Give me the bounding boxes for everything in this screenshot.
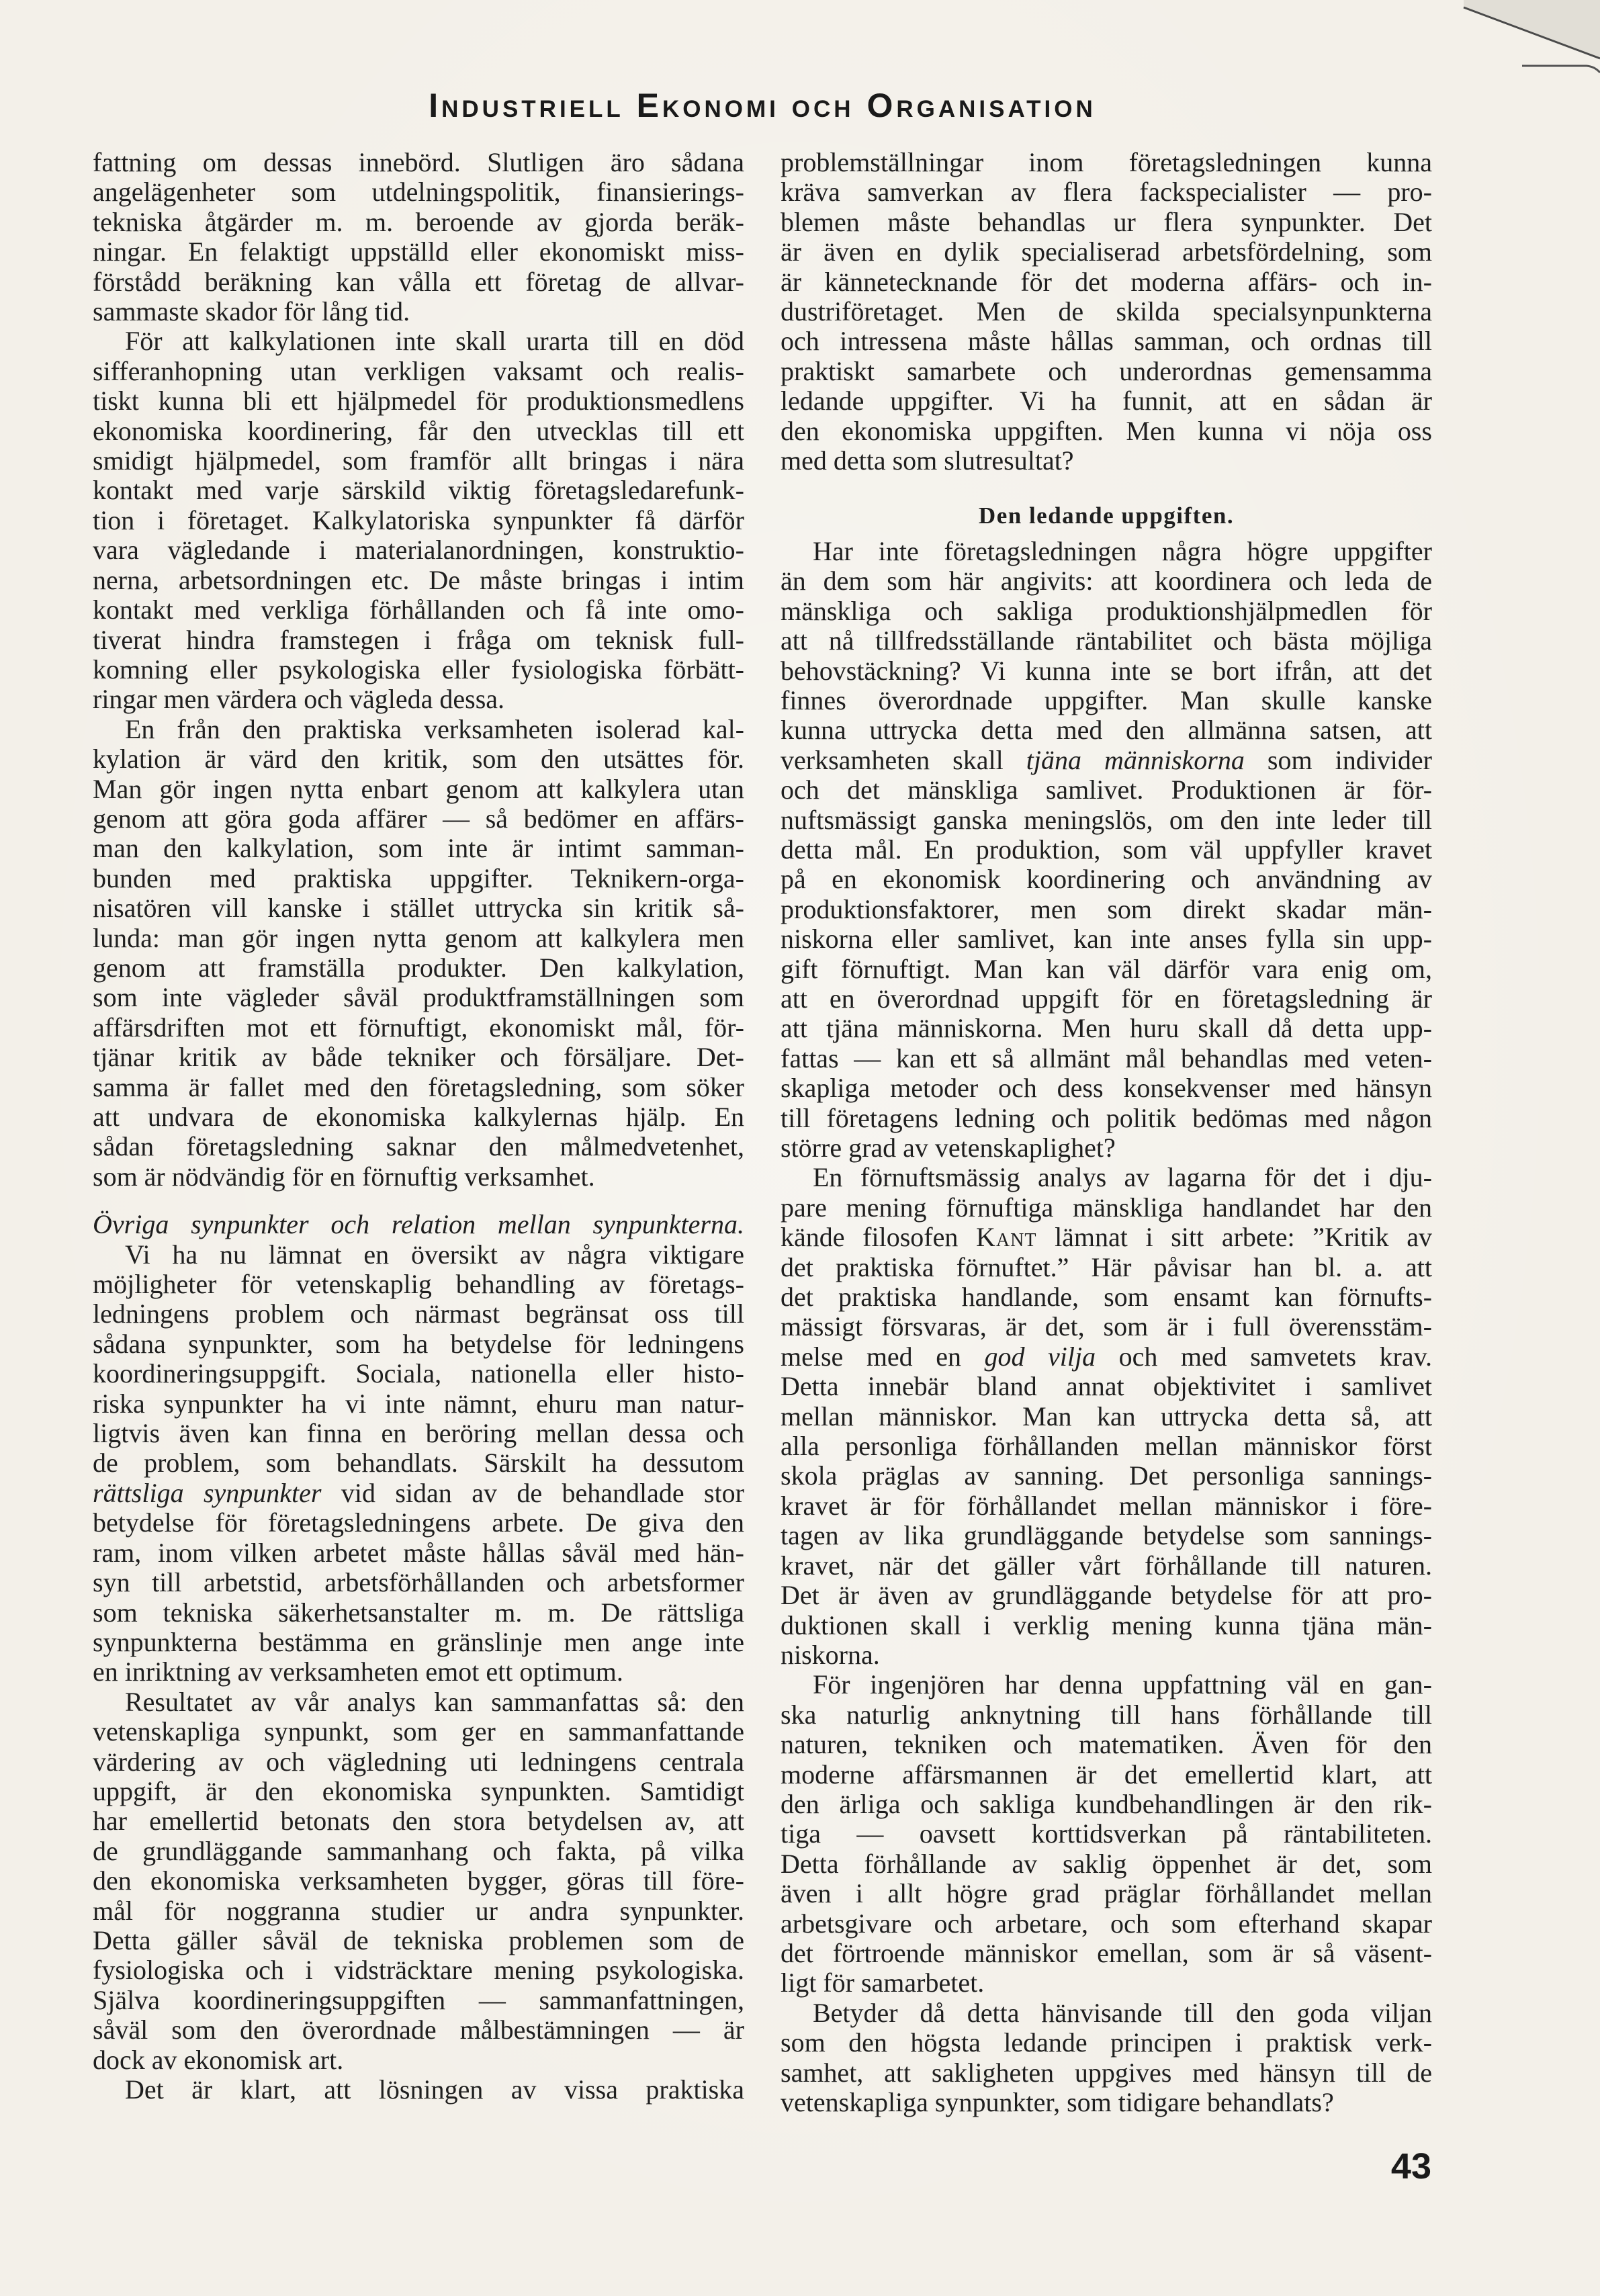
- text-line: ringar men värdera och vägleda dessa.: [93, 684, 505, 715]
- corner-fold-crease: [1522, 66, 1600, 73]
- text-line: blemen måste behandlas ur flera synpunkter. Det: [781, 206, 1432, 237]
- text-line: att tjäna människorna. Men huru skall då detta upp-: [781, 1013, 1432, 1044]
- text-line: [93, 1478, 744, 1508]
- text-line: nuftsmässigt ganska meningslös, om den inte leder till: [781, 804, 1432, 835]
- text-line: genom att framställa produkter. Den kalkylation,: [93, 952, 744, 983]
- text-line: tiverat hindra framstegen i fråga om teknisk full-: [93, 624, 744, 655]
- text-line: smidigt hjälpmedel, som framför allt bringas i nära: [93, 445, 744, 476]
- text-line: fattas — kan ett så allmänt mål behandlas med veten-: [781, 1043, 1432, 1073]
- text-line: det praktiska förnuftet.” Här påvisar han bl. a. att: [781, 1251, 1432, 1282]
- text-run: kände filosofen: [781, 1222, 976, 1253]
- text-line: koordineringsuppgift. Sociala, nationella eller histo-: [93, 1358, 744, 1389]
- text-line: En förnuftsmässig analys av lagarna för det i dju-: [813, 1162, 1432, 1193]
- text-line: ledningens problem och närmast begränsat oss till: [93, 1298, 744, 1329]
- text-line: gift förnuftigt. Man kan väl därför vara enig om,: [781, 953, 1432, 984]
- text-line: [781, 746, 1432, 775]
- paragraph: [93, 1240, 744, 1687]
- text-line: fattning om dessas innebörd. Slutligen äro sådana: [93, 147, 744, 177]
- italic-phrase: tjäna människorna: [1026, 744, 1245, 775]
- text-line: ligt för samarbetet.: [781, 1968, 985, 1998]
- text-line: ram, inom vilken arbetet måste hållas såväl med hän-: [93, 1537, 744, 1568]
- text-line: pare mening förnuftiga mänskliga handlandet har den: [781, 1192, 1432, 1223]
- text-line: arbetsgivare och arbetare, och som efterhand skapar: [781, 1908, 1432, 1939]
- text-line: kunna uttrycka detta med den allmänna satsen, att: [781, 715, 1432, 746]
- text-line: det förtroende människor emellan, som är så väsent-: [781, 1937, 1432, 1968]
- text-line: mellan människor. Man kan uttrycka detta så, att: [781, 1401, 1432, 1431]
- text-line: Detta gäller såväl de tekniska problemen som de: [93, 1925, 744, 1955]
- text-run: melse med en: [781, 1341, 985, 1372]
- text-line: Själva koordineringsuppgiften — sammanfattningen,: [93, 1984, 744, 2015]
- text-line: [781, 1223, 1432, 1252]
- text-line: produktionsfaktorer, men som direkt skadar män-: [781, 893, 1432, 924]
- text-line: kräva samverkan av flera fackspecialister — pro-: [781, 177, 1432, 208]
- text-line: nisatören vill kanske i stället uttrycka sin kritik så-: [93, 893, 744, 924]
- text-line: Har inte företagsledningen några högre uppgifter: [813, 535, 1432, 566]
- text-line: Det är klart, att lösningen av vissa praktiska: [125, 2074, 744, 2105]
- text-run: som individer: [1244, 744, 1432, 775]
- text-line: uppgift, är den ekonomiska synpunkten. Samtidigt: [93, 1775, 744, 1806]
- text-line: är även en dylik specialiserad arbetsfördelning, som: [781, 236, 1432, 267]
- paragraph: [781, 537, 1432, 1163]
- text-line: förstådd beräkning kan vålla ett företag de allvar-: [93, 266, 744, 297]
- text-line: synpunkterna bestämma en gränslinje men ange inte: [93, 1626, 744, 1657]
- text-line: tagen av lika grundläggande betydelse som sannings-: [781, 1520, 1432, 1551]
- text-line: möjligheter för vetenskaplig behandling av företags-: [93, 1269, 744, 1300]
- text-line: att en överordnad uppgift för en företagsledning är: [781, 983, 1432, 1014]
- text-line: problemställningar inom företagsledningen kunna: [781, 147, 1432, 177]
- paragraph: [781, 1998, 1432, 2118]
- text-line: angelägenheter som utdelningspolitik, finansierings-: [93, 177, 744, 208]
- text-line: vara vägledande i materialanordningen, konstruktio-: [93, 535, 744, 566]
- text-line: än dem som här angivits: att koordinera och leda de: [781, 566, 1432, 597]
- text-line: mål för noggranna studier ur andra synpunkter.: [93, 1895, 744, 1926]
- section-heading: Övriga synpunkter och relation mellan synpunkterna.: [93, 1209, 744, 1240]
- text-line: ledande uppgifter. Vi ha funnit, att en sådan är: [781, 386, 1432, 416]
- text-line: den ekonomiska uppgiften. Men kunna vi nöja oss: [781, 415, 1432, 446]
- text-line: affärsdriften mot ett förnuftigt, ekonomiskt mål, för-: [93, 1012, 744, 1043]
- text-line: niskorna eller samlivet, kan inte anses fylla sin upp-: [781, 924, 1432, 955]
- left-column: [93, 148, 744, 2105]
- text-line: alla personliga förhållanden mellan människor först: [781, 1431, 1432, 1462]
- text-line: den ekonomiska verksamheten bygger, göras till före-: [93, 1865, 744, 1896]
- italic-phrase: god vilja: [984, 1341, 1096, 1372]
- text-line: ningar. En felaktigt uppställd eller ekonomiskt miss-: [93, 236, 744, 267]
- text-line: de grundläggande sammanhang och fakta, på vilka: [93, 1835, 744, 1866]
- text-line: tekniska åtgärder m. m. beroende av gjorda beräk-: [93, 206, 744, 237]
- text-line: den ärliga och sakliga kundbehandlingen är den rik-: [781, 1788, 1432, 1819]
- text-line: duktionen skall i verklig mening kunna tjäna män-: [781, 1609, 1432, 1640]
- section-heading: Den ledande uppgiften.: [978, 502, 1235, 529]
- text-line: Detta förhållande av saklig öppenhet är det, som: [781, 1848, 1432, 1879]
- text-line: man den kalkylation, som inte är intimt samman-: [93, 833, 744, 864]
- paragraph: [93, 326, 744, 714]
- text-line: det praktiska handlande, som ensamt kan förnufts-: [781, 1282, 1432, 1313]
- text-line: att nå tillfredsställande räntabilitet och bästa möjliga: [781, 625, 1432, 656]
- text-line: som är nödvändig för en förnuftig verksamhet.: [93, 1161, 595, 1192]
- text-line: moderne affärsmannen är det emellertid klart, att: [781, 1759, 1432, 1790]
- text-line: ligtvis även kan finna en beröring mellan dessa och: [93, 1418, 744, 1449]
- text-line: Vi ha nu lämnat en översikt av några viktigare: [125, 1239, 744, 1270]
- text-run: lämnat i sitt arbete: ”Kritik av: [1036, 1222, 1432, 1253]
- text-line: tiga — oavsett korttidsverkan på räntabiliteten.: [781, 1818, 1432, 1849]
- text-line: och det mänskliga samlivet. Produktionen är för-: [781, 775, 1432, 805]
- text-line: dustriföretaget. Men de skilda specialsynpunkterna: [781, 296, 1432, 327]
- text-line: nerna, arbetsordningen etc. De måste bringas i intim: [93, 564, 744, 595]
- text-line: [781, 1342, 1432, 1372]
- text-line: värdering av och vägledning uti ledningens centrala: [93, 1746, 744, 1777]
- text-line: För att kalkylationen inte skall urarta till en död: [125, 326, 744, 357]
- text-line: större grad av vetenskaplighet?: [781, 1133, 1116, 1163]
- text-line: tion i företaget. Kalkylatoriska synpunkter få därför: [93, 504, 744, 535]
- text-line: Man gör ingen nytta enbart genom att kalkylera utan: [93, 773, 744, 804]
- text-line: på en ekonomisk koordinering och användning av: [781, 864, 1432, 895]
- text-line: behovstäckning? Vi kunna inte se bort ifrån, att det: [781, 655, 1432, 686]
- text-line: kravet är för förhållandet mellan människor i före-: [781, 1490, 1432, 1521]
- text-line: ekonomiska koordinering, får den utvecklas till ett: [93, 415, 744, 446]
- text-line: sammaste skador för lång tid.: [93, 296, 410, 327]
- text-line: är kännetecknande för det moderna affärs- och in-: [781, 266, 1432, 297]
- text-line: till företagens ledning och politik bedömas med någon: [781, 1102, 1432, 1133]
- text-line: sådan företagsledning saknar den målmedvetenhet,: [93, 1131, 744, 1162]
- text-line: vetenskapliga synpunkter, som tidigare behandlats?: [781, 2087, 1334, 2117]
- text-line: samma är fallet med den företagsledning, som söker: [93, 1071, 744, 1102]
- text-line: mänskliga och sakliga produktionshjälpmedlen för: [781, 595, 1432, 626]
- text-line: samhet, att sakligheten uppgives med hänsyn till de: [781, 2057, 1432, 2088]
- text-line: naturen, tekniken och matematiken. Även för den: [781, 1729, 1432, 1760]
- paragraph: [781, 1670, 1432, 1998]
- text-line: För ingenjören har denna uppfattning väl en gan-: [813, 1669, 1432, 1700]
- text-run: vid sidan av de behandlade stor: [321, 1477, 744, 1508]
- paragraph: [781, 148, 1432, 476]
- paragraph: [93, 2075, 744, 2105]
- text-line: lunda: man gör ingen nytta genom att kalkylera men: [93, 922, 744, 953]
- text-line: har emellertid betonats den stora betydelsen av, att: [93, 1806, 744, 1837]
- text-line: bunden med praktiska uppgifter. Teknikern-orga-: [93, 863, 744, 893]
- text-line: som den högsta ledande principen i praktisk verk-: [781, 2027, 1432, 2058]
- corner-fold-shadow: [1464, 0, 1600, 58]
- italic-phrase: rättsliga synpunkter: [93, 1477, 322, 1508]
- text-line: såväl som den överordnade målbestämningen — är: [93, 2015, 744, 2045]
- text-line: att undvara de ekonomiska kalkylernas hjälp. En: [93, 1102, 744, 1132]
- paragraph: [93, 1687, 744, 2075]
- text-line: genom att göra goda affärer — så bedömer en affärs-: [93, 803, 744, 834]
- text-line: de problem, som behandlats. Särskilt ha dessutom: [93, 1448, 744, 1478]
- text-line: Betyder då detta hänvisande till den goda viljan: [813, 1997, 1432, 2028]
- text-line: syn till arbetstid, arbetsförhållanden och arbetsformer: [93, 1567, 744, 1598]
- text-line: riska synpunkter ha vi inte nämnt, ehuru man natur-: [93, 1388, 744, 1419]
- right-column: [781, 148, 1432, 2117]
- text-line: skola präglas av sanning. Det personliga sannings-: [781, 1460, 1432, 1491]
- paragraph: [781, 1163, 1432, 1670]
- text-line: detta mål. En produktion, som väl uppfyller kravet: [781, 834, 1432, 865]
- paragraph: [93, 715, 744, 1192]
- text-line: finnes överordnade uppgifter. Man skulle kanske: [781, 685, 1432, 715]
- text-line: och intressena måste hållas samman, och ordnas till: [781, 326, 1432, 357]
- paragraph: [93, 148, 744, 326]
- text-line: vetenskapliga synpunkt, som ger en sammanfattande: [93, 1716, 744, 1747]
- text-run: verksamheten skall: [781, 744, 1026, 775]
- text-line: som inte vägleder såväl produktframställningen som: [93, 982, 744, 1013]
- text-line: En från den praktiska verksamheten isolerad kal-: [125, 713, 744, 744]
- text-run: och med samvetets krav.: [1096, 1341, 1433, 1372]
- text-line: dock av ekonomisk art.: [93, 2044, 344, 2075]
- text-line: betydelse för företagsledningens arbete. De giva den: [93, 1507, 744, 1538]
- text-line: kontakt med verkliga förhållanden och få inte omo-: [93, 594, 744, 625]
- text-line: kontakt med varje särskild viktig företagsledarefunk-: [93, 475, 744, 506]
- text-line: kylation är värd den kritik, som den utsättes för.: [93, 744, 744, 775]
- text-line: som tekniska säkerhetsanstalter m. m. De rättsliga: [93, 1597, 744, 1628]
- text-line: tiskt kunna bli ett hjälpmedel för produktionsmedlens: [93, 386, 744, 416]
- page-number: 43: [1390, 2146, 1431, 2187]
- text-line: fysiologiska och i vidsträcktare mening psykologiska.: [93, 1955, 744, 1986]
- text-line: kravet, när det gäller vårt förhållande till naturen.: [781, 1550, 1432, 1581]
- text-line: ska naturlig anknytning till hans förhållande till: [781, 1699, 1432, 1730]
- text-line: skapliga metoder och dess konsekvenser med hänsyn: [781, 1073, 1432, 1104]
- page-corner-fold: [1452, 0, 1600, 77]
- text-line: Resultatet av vår analys kan sammanfattas så: den: [125, 1686, 744, 1717]
- text-line: även i allt högre grad präglar förhållandet mellan: [781, 1878, 1432, 1909]
- text-line: sifferanhopning utan verkligen vaksamt och realis-: [93, 355, 744, 386]
- text-line: komning eller psykologiska eller fysiologiska förbätt-: [93, 654, 744, 685]
- text-line: praktiskt samarbete och underordnas gemensamma: [781, 355, 1432, 386]
- text-line: en inriktning av verksamheten emot ett optimum.: [93, 1657, 623, 1687]
- text-line: tjänar kritik av både tekniker och försäljare. Det-: [93, 1042, 744, 1073]
- text-line: mässigt försvaras, är det, som är i full överensstäm-: [781, 1311, 1432, 1342]
- text-line: Det är även av grundläggande betydelse för att pro-: [781, 1580, 1432, 1611]
- text-line: med detta som slutresultat?: [781, 445, 1074, 476]
- text-line: niskorna.: [781, 1639, 880, 1670]
- running-head: Industriell Ekonomi och Organisation: [429, 87, 1096, 124]
- text-line: sådana synpunkter, som ha betydelse för ledningens: [93, 1328, 744, 1359]
- text-line: Detta innebär bland annat objektivitet i samlivet: [781, 1371, 1432, 1402]
- author-name-small-caps: Kant: [975, 1222, 1037, 1253]
